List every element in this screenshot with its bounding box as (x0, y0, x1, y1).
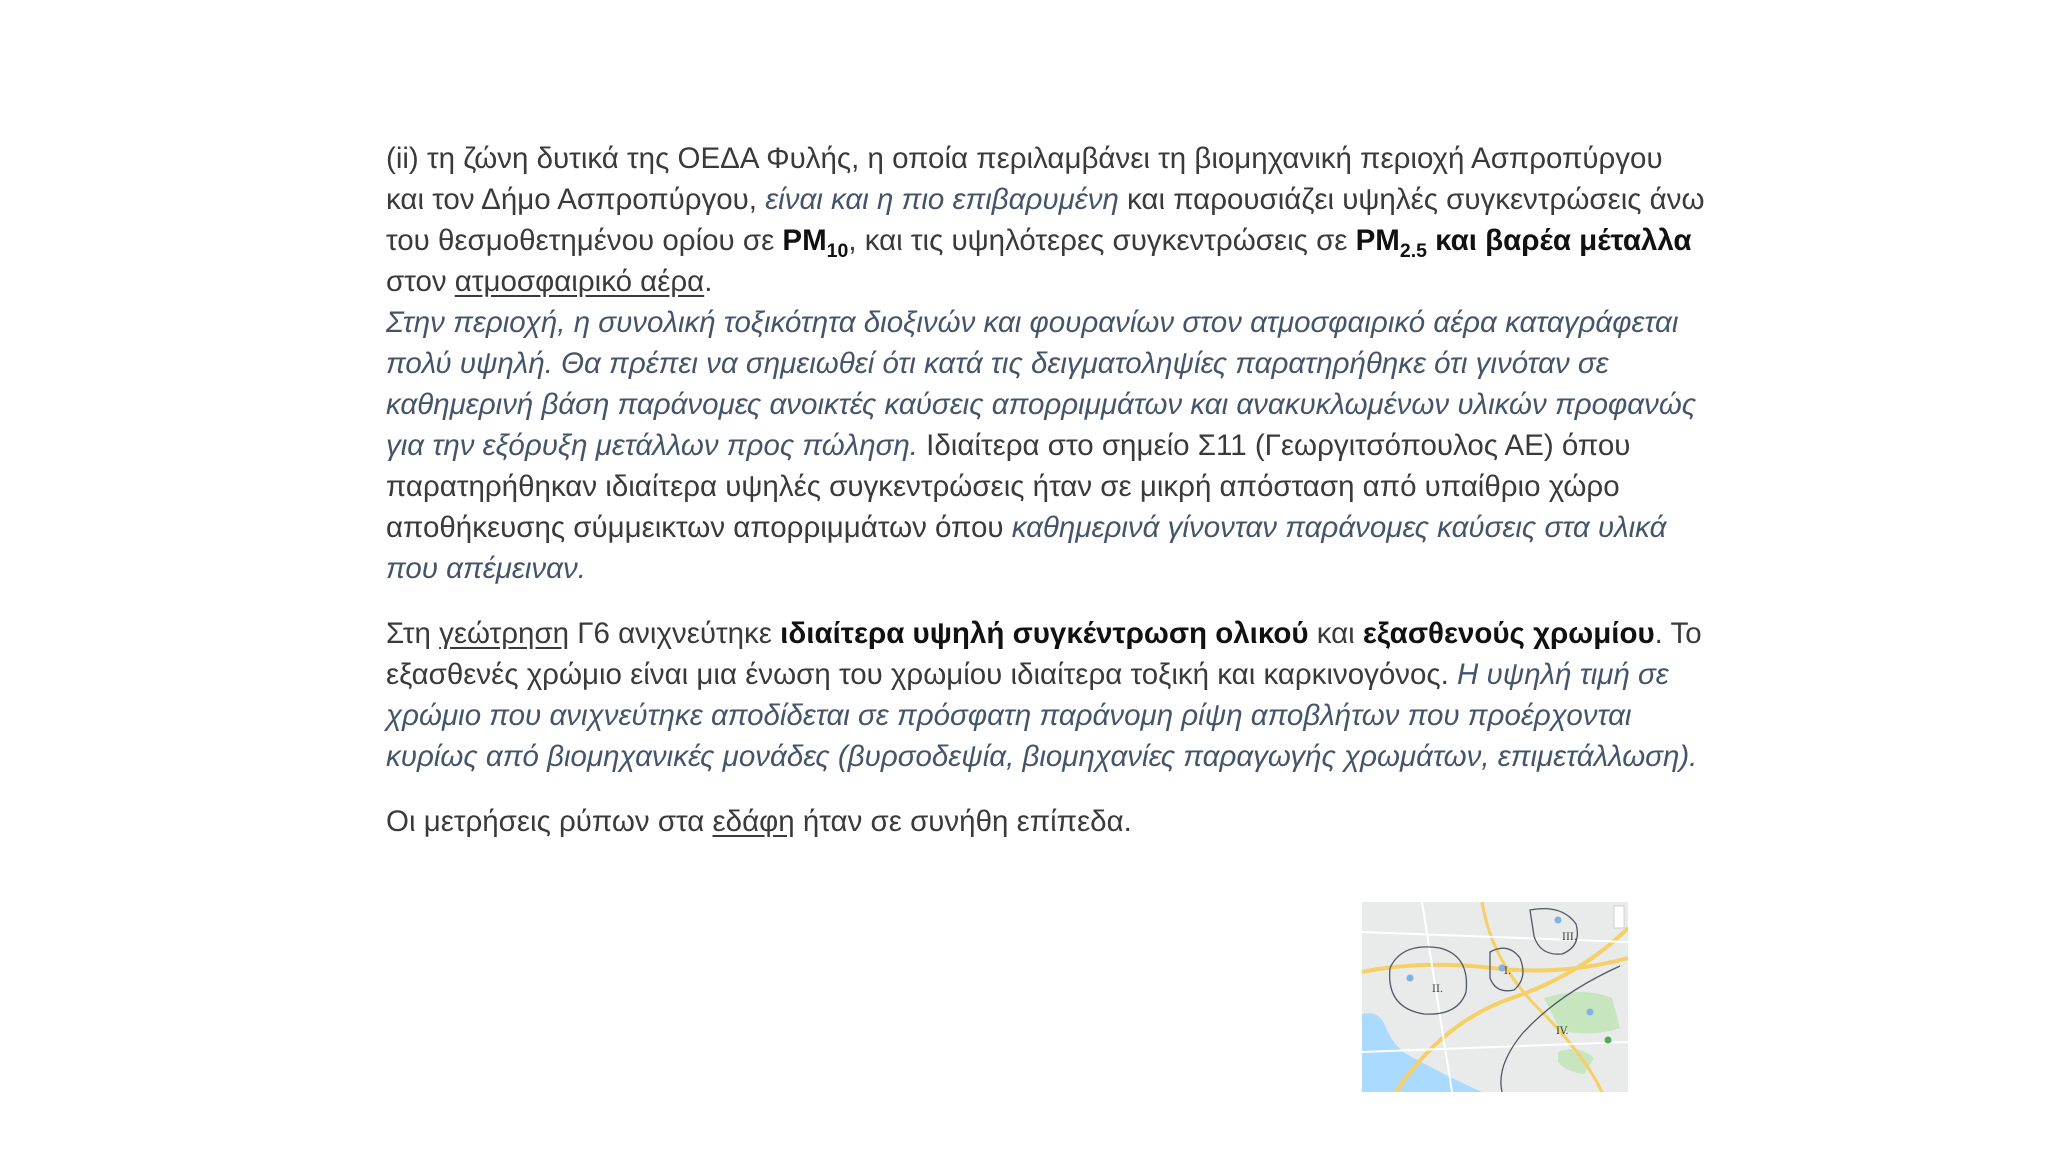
map-marker-icon (1587, 1009, 1594, 1016)
map-marker-icon (1605, 1037, 1612, 1044)
text-run: και παρουσιάζει υψηλές συγκεντρώσεις άνω του θεσμοθετημένου ορίου σε (386, 183, 1705, 257)
pm-subscript: 10 (826, 239, 849, 262)
text-run: Στη (386, 617, 440, 650)
paragraph-air-quality (386, 138, 1706, 589)
underlined-text: ατμοσφαιρικό αέρα (454, 265, 705, 298)
map-marker-icon (1407, 975, 1414, 982)
text-run: . Το εξασθενές χρώμιο είναι μια ένωση του χρωμίου ιδιαίτερα τοξική και καρκινογόνος. (386, 617, 1702, 691)
pm-label: PM (1355, 224, 1400, 257)
pm-label: PM (782, 224, 827, 257)
map-zoom-control (1614, 906, 1624, 928)
text-run: στον (386, 265, 455, 298)
map-marker-icon (1555, 917, 1562, 924)
paragraph-chromium (386, 613, 1706, 777)
text-run: , και τις υψηλότερες συγκεντρώσεις σε (848, 224, 1356, 257)
text-run: . (704, 265, 713, 298)
emphasis-text: καθημερινά γίνονταν παράνομες καύσεις στα υλικά που απέμειναν. (386, 511, 1667, 585)
underlined-text: εδάφη (712, 805, 795, 838)
text-run: Ιδιαίτερα στο σημείο Σ11 (Γεωργιτσόπουλος ΑΕ) όπου παρατηρήθηκαν ιδιαίτερα υψηλές συγκεντρώσεις ήταν σε μικρή απόσταση από υπαίθριο χώρο αποθήκευσης σύμμεικτων απορριμμάτων όπου (386, 429, 1631, 544)
text-run: (ii) τη ζώνη δυτικά της ΟΕΔΑ Φυλής, η οποία περιλαμβάνει τη βιομηχανική περιοχή Ασπροπύργου και τον Δήμο Ασπροπύργου, (386, 142, 1663, 216)
emphasis-text: είναι και η πιο επιβαρυμένη (765, 183, 1119, 216)
text-run: ήταν σε συνήθη επίπεδα. (794, 805, 1132, 838)
text-block (386, 138, 1706, 842)
map-thumbnail (1362, 902, 1628, 1092)
paragraph-soil (386, 801, 1706, 842)
text-run: και (1308, 617, 1363, 650)
zone-label-i: I. (1504, 966, 1512, 977)
pm-subscript: 2.5 (1399, 239, 1427, 262)
pollutant-pm10 (782, 224, 849, 262)
text-run: Γ6 ανιχνεύτηκε (569, 617, 781, 650)
underlined-text: γεώτρηση (439, 617, 570, 650)
bold-text: ιδιαίτερα υψηλή συγκέντρωση ολικού (780, 617, 1309, 650)
bold-text: εξασθενούς χρωμίου (1362, 617, 1655, 650)
text-run: Οι μετρήσεις ρύπων στα (386, 805, 713, 838)
emphasis-text: Στην περιοχή, η συνολική τοξικότητα διοξινών και φουρανίων στον ατμοσφαιρικό αέρα καταγράφεται πολύ υψηλή. Θα πρέπει να σημειωθεί ότι κατά τις δειγματοληψίες παρατηρήθηκε ότι γινόταν σε καθημερινή βάση παράνομες ανοικτές καύσεις απορριμμάτων και ανακυκλωμένων υλικών προφανώς για την εξόρυξη μετάλλων προς πώληση. (386, 306, 1697, 462)
heavy-metals-text: και βαρέα μέταλλα (1426, 224, 1692, 257)
map-image (1362, 902, 1628, 1092)
zone-label-ii: II. (1432, 984, 1444, 995)
pollutant-pm25 (1355, 224, 1427, 262)
zone-label-iv: IV. (1556, 1026, 1569, 1037)
zone-label-iii: III. (1562, 932, 1578, 943)
emphasis-text: Η υψηλή τιμή σε χρώμιο που ανιχνεύτηκε αποδίδεται σε πρόσφατη παράνομη ρίψη αποβλήτων που προέρχονται κυρίως από βιομηχανικές μονάδες (βυρσοδεψία, βιομηχανίες παραγωγής χρωμάτων, επιμετάλλωση). (386, 658, 1698, 773)
